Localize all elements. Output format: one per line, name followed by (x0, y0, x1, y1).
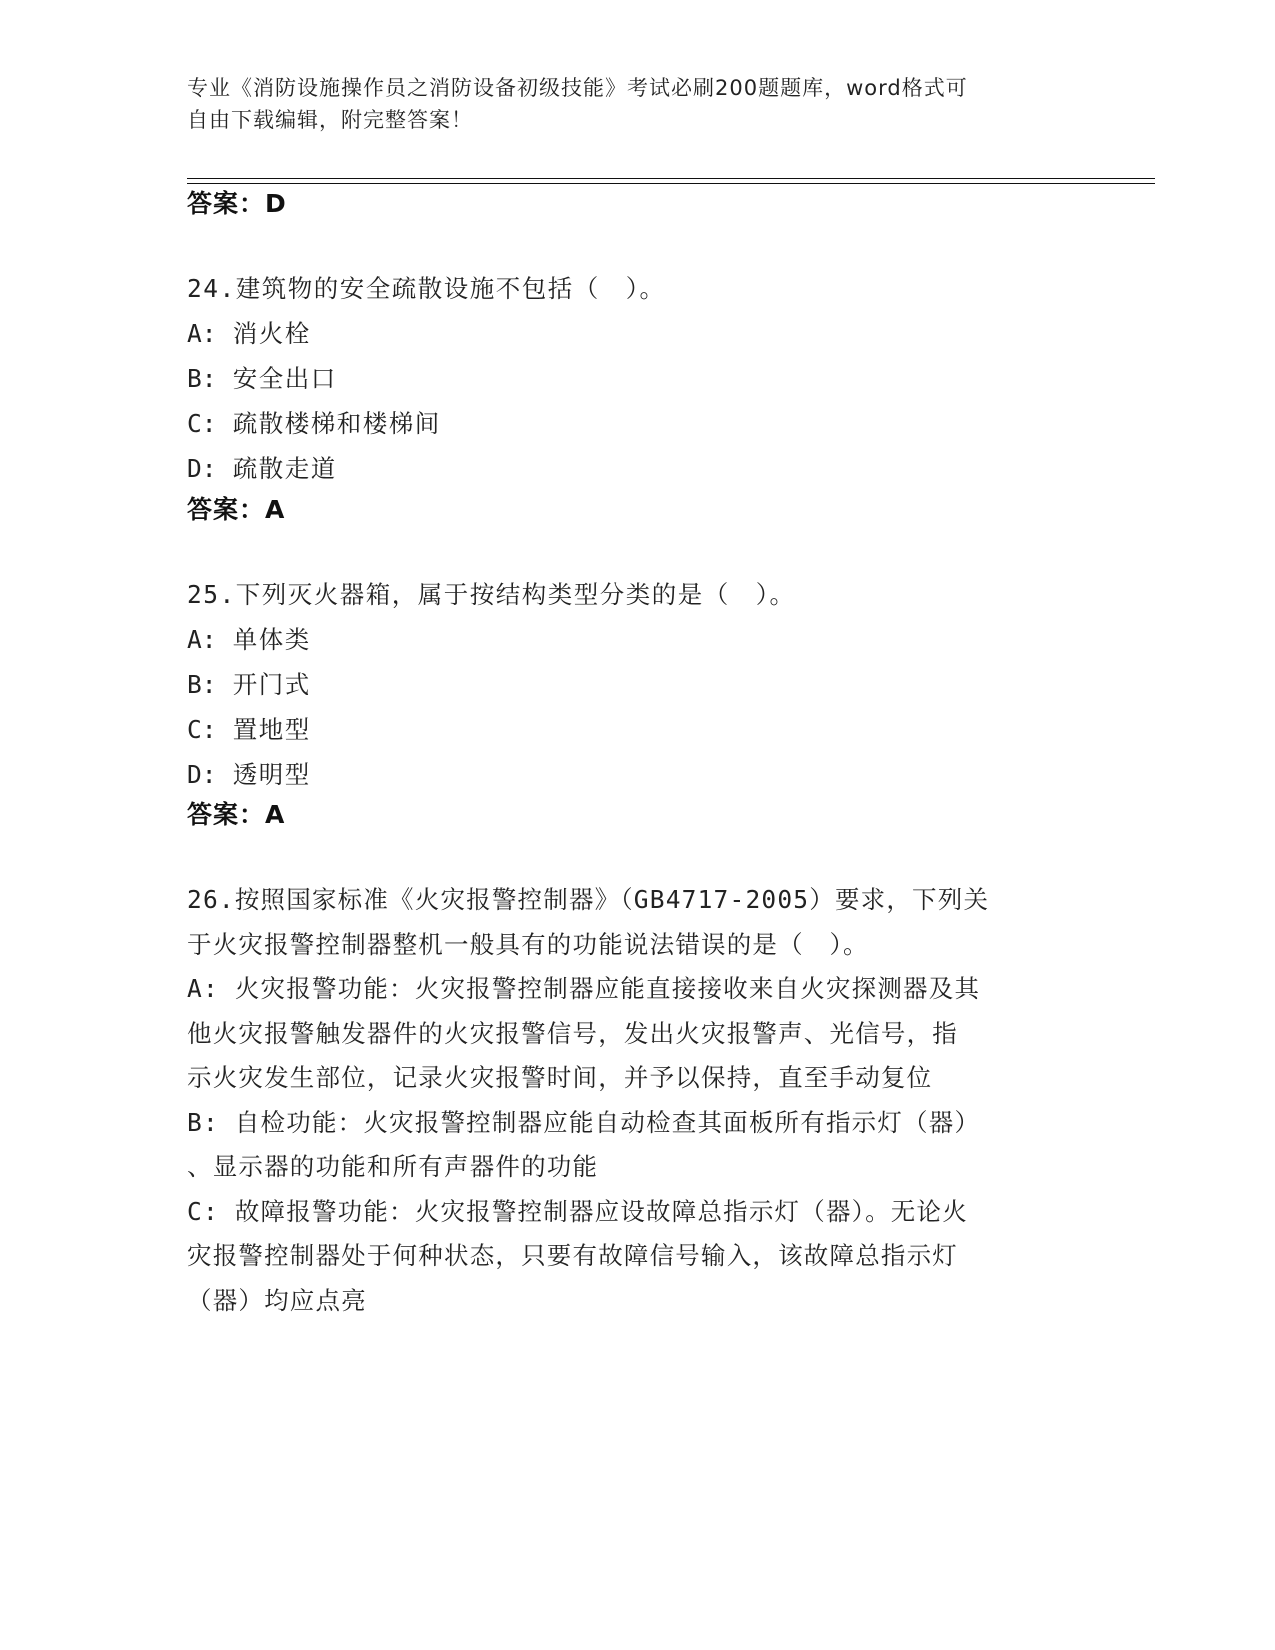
option-c (187, 707, 1087, 752)
option-line: B: 自检功能：火灾报警控制器应能自动检查其面板所有指示灯（器） (187, 1107, 981, 1137)
header-line-1: 专业《消防设施操作员之消防设备初级技能》考试必刷200题题库，word格式可 (187, 76, 968, 100)
option-text: 安全出口 (232, 364, 337, 393)
option-c (187, 401, 1087, 446)
option-letter: D: (187, 760, 217, 789)
header-divider-top (187, 178, 1155, 179)
option-letter: B: (187, 670, 217, 699)
option-d (187, 446, 1087, 491)
option-text: 透明型 (232, 760, 311, 789)
option-text: 单体类 (232, 625, 311, 654)
option-letter: C: (187, 715, 217, 744)
answer-24: 答案：A (187, 495, 286, 524)
document-header (187, 72, 1067, 136)
header-line-2: 自由下载编辑，附完整答案！ (187, 108, 473, 132)
option-letter: A: (187, 319, 217, 348)
option-b (187, 662, 1087, 707)
option-line: A: 火灾报警功能：火灾报警控制器应能直接接收来自火灾探测器及其 (187, 974, 981, 1003)
option-line: 他火灾报警触发器件的火灾报警信号，发出火灾报警声、光信号，指 (187, 1018, 958, 1048)
option-line: 、显示器的功能和所有声器件的功能 (187, 1152, 599, 1181)
option-letter: D: (187, 454, 217, 483)
option-text: 消火栓 (232, 319, 311, 348)
question-stem-line: 26.按照国家标准《火灾报警控制器》（GB4717-2005）要求，下列关 (187, 885, 990, 914)
question-24 (187, 266, 1087, 491)
option-letter: B: (187, 364, 217, 393)
previous-answer: 答案：D (187, 189, 287, 218)
header-divider-bottom (187, 183, 1155, 184)
option-line: （器）均应点亮 (187, 1285, 367, 1315)
question-26 (187, 878, 1087, 1323)
option-b (187, 356, 1087, 401)
question-stem: 25.下列灭火器箱，属于按结构类型分类的是（ ）。 (187, 580, 796, 609)
option-letter: A: (187, 625, 217, 654)
option-text: 疏散走道 (232, 454, 337, 483)
question-stem: 24.建筑物的安全疏散设施不包括（ ）。 (187, 274, 666, 303)
option-text: 疏散楼梯和楼梯间 (232, 409, 441, 438)
option-text: 置地型 (232, 715, 311, 744)
option-a (187, 617, 1087, 662)
option-letter: C: (187, 409, 217, 438)
option-line: 示火灾发生部位，记录火灾报警时间，并予以保持，直至手动复位 (187, 1063, 933, 1092)
option-text: 开门式 (232, 670, 311, 699)
option-a (187, 311, 1087, 356)
option-line: C: 故障报警功能：火灾报警控制器应设故障总指示灯（器）。无论火 (187, 1196, 968, 1226)
option-line: 灾报警控制器处于何种状态，只要有故障信号输入，该故障总指示灯 (187, 1241, 958, 1270)
question-25 (187, 572, 1087, 797)
answer-25: 答案：A (187, 800, 286, 829)
question-stem-line: 于火灾报警控制器整机一般具有的功能说法错误的是（ ）。 (187, 929, 869, 959)
option-d (187, 752, 1087, 797)
